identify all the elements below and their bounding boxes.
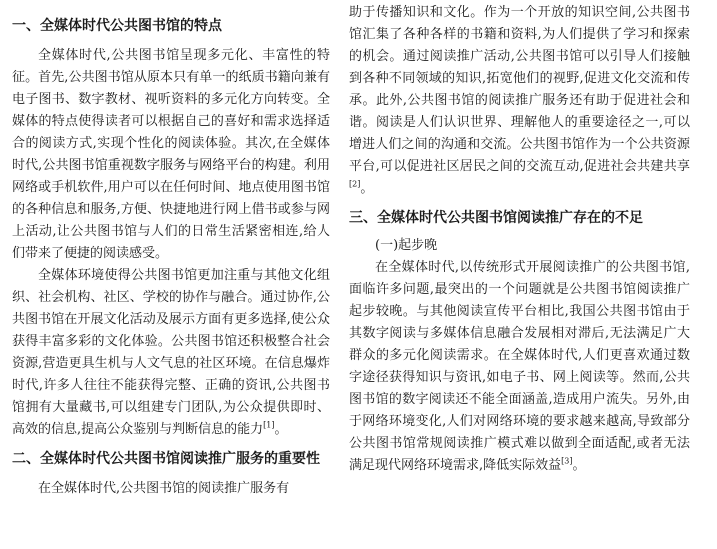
- paragraph-importance-cont: [349, 2, 690, 200]
- section-heading-2: 二、全媒体时代公共图书馆阅读推广服务的重要性: [12, 451, 320, 467]
- paragraph-end: 。: [572, 458, 586, 473]
- paragraph-features-2: [12, 265, 330, 441]
- left-column: [12, 0, 330, 500]
- citation-ref-1[interactable]: [1]: [263, 420, 275, 430]
- paragraph-text: 在全媒体时代,以传统形式开展阅读推广的公共图书馆,面临许多问题,最突出的一个问题就是公共图书馆阅读推广起步较晚。与其他阅读宣传平台相比,我国公共图书馆由于其数字阅读与多媒体信息融合发展相对滞后,无法满足广大群众的多元化阅读需求。在全媒体时代,人们更喜欢通过数字途径获得知识与资讯,如电子书、网上阅读等。然而,公共图书馆的数字阅读还不能全面涵盖,造成用户流失。另外,由于网络环境变化,人们对网络环境的要求越来越高,导致部分公共图书馆常规阅读推广模式难以做到全面适配,或者无法满足现代网络环境需求,降低实际效益: [349, 260, 690, 473]
- subsection-heading-1: (一)起步晚: [375, 238, 438, 253]
- paragraph-features-1: [12, 45, 330, 265]
- citation-ref-2[interactable]: [2]: [349, 179, 361, 189]
- paragraph-text: 助于传播知识和文化。作为一个开放的知识空间,公共图书馆汇集了各种各样的书籍和资料,为人们提供了学习和探索的机会。通过阅读推广活动,公共图书馆可以引导人们接触到各种不同领域的知识,拓宽他们的视野,促进文化交流和传承。此外,公共图书馆的阅读推广服务还有助于促进社会和谐。阅读是人们认识世界、理解他人的重要途径之一,可以增进人们之间的沟通和交流。公共图书馆作为一个公共资源平台,可以促进社区居民之间的交流互动,促进社会共建共享: [349, 5, 690, 174]
- paragraph-text: 在全媒体时代,公共图书馆的阅读推广服务有: [38, 481, 290, 496]
- paragraph-late-start: [349, 257, 690, 477]
- right-column: [349, 0, 690, 477]
- paragraph-text: 全媒体环境使得公共图书馆更加注重与其他文化组织、社会机构、社区、学校的协作与融合。通过协作,公共图书馆在开展文化活动及展示方面有更多选择,使公众获得丰富多彩的文化体验。公共图书馆还积极整合社会资源,营造更具生机与人文气息的社区环境。在信息爆炸时代,许多人往往不能获得完整、正确的资讯,公共图书馆拥有大量藏书,可以组建专门团队,为公众提供即时、高效的信息,提高公众鉴别与判断信息的能力: [12, 268, 330, 437]
- paragraph-importance-1: [12, 478, 330, 500]
- paragraph-text: 全媒体时代,公共图书馆呈现多元化、丰富性的特征。首先,公共图书馆从原本只有单一的纸质书籍向兼有电子图书、数字教材、视听资料的多元化方向转变。全媒体的特点使得读者可以根据自己的喜好和需求选择适合的阅读方式,实现个性化的阅读体验。其次,在全媒体时代,公共图书馆重视数字服务与网络平台的构建。利用网络或手机软件,用户可以在任何时间、地点使用图书馆的各种信息和服务,方便、快捷地进行网上借书或参与网上活动,让公共图书馆与人们的日常生活紧密相连,给人们带来了便捷的阅读感受。: [12, 48, 330, 261]
- citation-ref-3[interactable]: [3]: [561, 456, 573, 466]
- paragraph-end: 。: [360, 181, 374, 196]
- paragraph-end: 。: [274, 422, 288, 437]
- section-heading-1: 一、全媒体时代公共图书馆的特点: [12, 18, 222, 34]
- section-heading-3: 三、全媒体时代公共图书馆阅读推广存在的不足: [349, 210, 643, 226]
